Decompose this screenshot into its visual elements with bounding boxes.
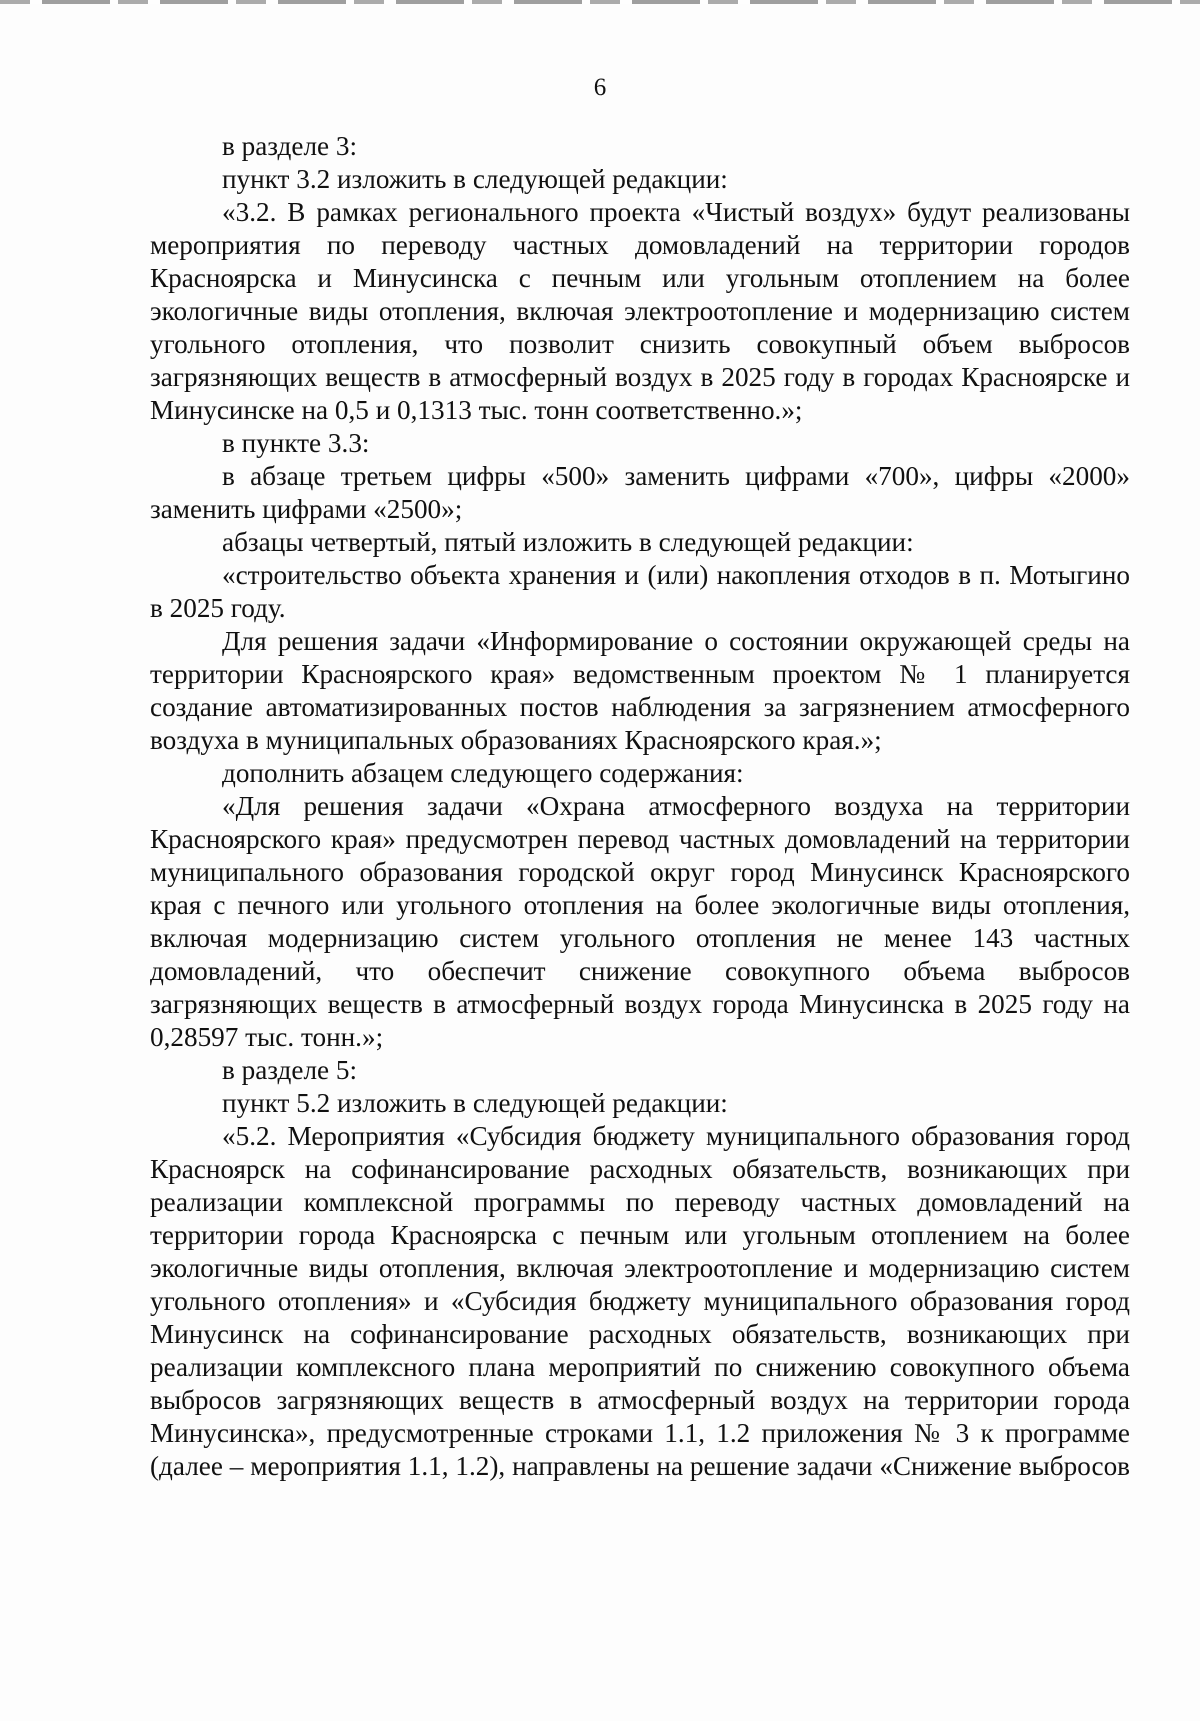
document-body <box>150 130 1130 1483</box>
paragraph-p01: в разделе 3: <box>222 131 358 161</box>
page-number: 6 <box>593 74 607 101</box>
paragraph-p02: пункт 3.2 изложить в следующей редакции: <box>222 164 728 194</box>
paragraph-p07: «строительство объекта хранения и (или) накопления отходов в п. Мотыгино в 2025 году. <box>150 560 1130 623</box>
paragraph-p08: Для решения задачи «Информирование о состоянии окружающей среды на территории Красноярского края» ведомственным проектом № 1 планируется создание автоматизированных постов наблюдения за загрязнением атмосферного воздуха в муниципальных образованиях Красноярского края.»; <box>150 626 1130 755</box>
paragraph-p12: пункт 5.2 изложить в следующей редакции: <box>222 1088 728 1118</box>
paragraph-p13: «5.2. Мероприятия «Субсидия бюджету муниципального образования город Красноярск на софинансирование расходных обязательств, возникающих при реализации комплексной программы по переводу частных домовладений на территории города Красноярска с печным или угольным отоплением на более экологичные виды отопления, включая электроотопление и модернизацию систем угольного отопления» и «Субсидия бюджету муниципального образования город Минусинск на софинансирование расходных обязательств, возникающих при реализации комплексного плана мероприятий по снижению совокупного объема выбросов загрязняющих веществ в атмосферный воздух на территории города Минусинска», предусмотренные строками 1.1, 1.2 приложения № 3 к программе (далее – мероприятия 1.1, 1.2), направлены на решение задачи «Снижение выбросов <box>150 1121 1130 1481</box>
paragraph-p05: в абзаце третьем цифры «500» заменить цифрами «700», цифры «2000» заменить цифрами «2500»; <box>150 461 1130 524</box>
scan-edge-artifact <box>0 0 1200 4</box>
paragraph-p03: «3.2. В рамках регионального проекта «Чистый воздух» будут реализованы мероприятия по переводу частных домовладений на территории городов Красноярска и Минусинска с печным или угольным отоплением на более экологичные виды отопления, включая электроотопление и модернизацию систем угольного отопления, что позволит снизить совокупный объем выбросов загрязняющих веществ в атмосферный воздух в 2025 году в городах Красноярске и Минусинске на 0,5 и 0,1313 тыс. тонн соответственно.»; <box>150 197 1130 425</box>
paragraph-p06: абзацы четвертый, пятый изложить в следующей редакции: <box>222 527 914 557</box>
paragraph-p10: «Для решения задачи «Охрана атмосферного воздуха на территории Красноярского края» предусмотрен перевод частных домовладений на территории муниципального образования городской округ город Минусинск Красноярского края с печного или угольного отопления на более экологичные виды отопления, включая модернизацию систем угольного отопления не менее 143 частных домовладений, что обеспечит снижение совокупного объема выбросов загрязняющих веществ в атмосферный воздух города Минусинска в 2025 году на 0,28597 тыс. тонн.»; <box>150 791 1130 1052</box>
paragraph-p09: дополнить абзацем следующего содержания: <box>222 758 744 788</box>
paragraph-p11: в разделе 5: <box>222 1055 358 1085</box>
paragraph-p04: в пункте 3.3: <box>222 428 370 458</box>
